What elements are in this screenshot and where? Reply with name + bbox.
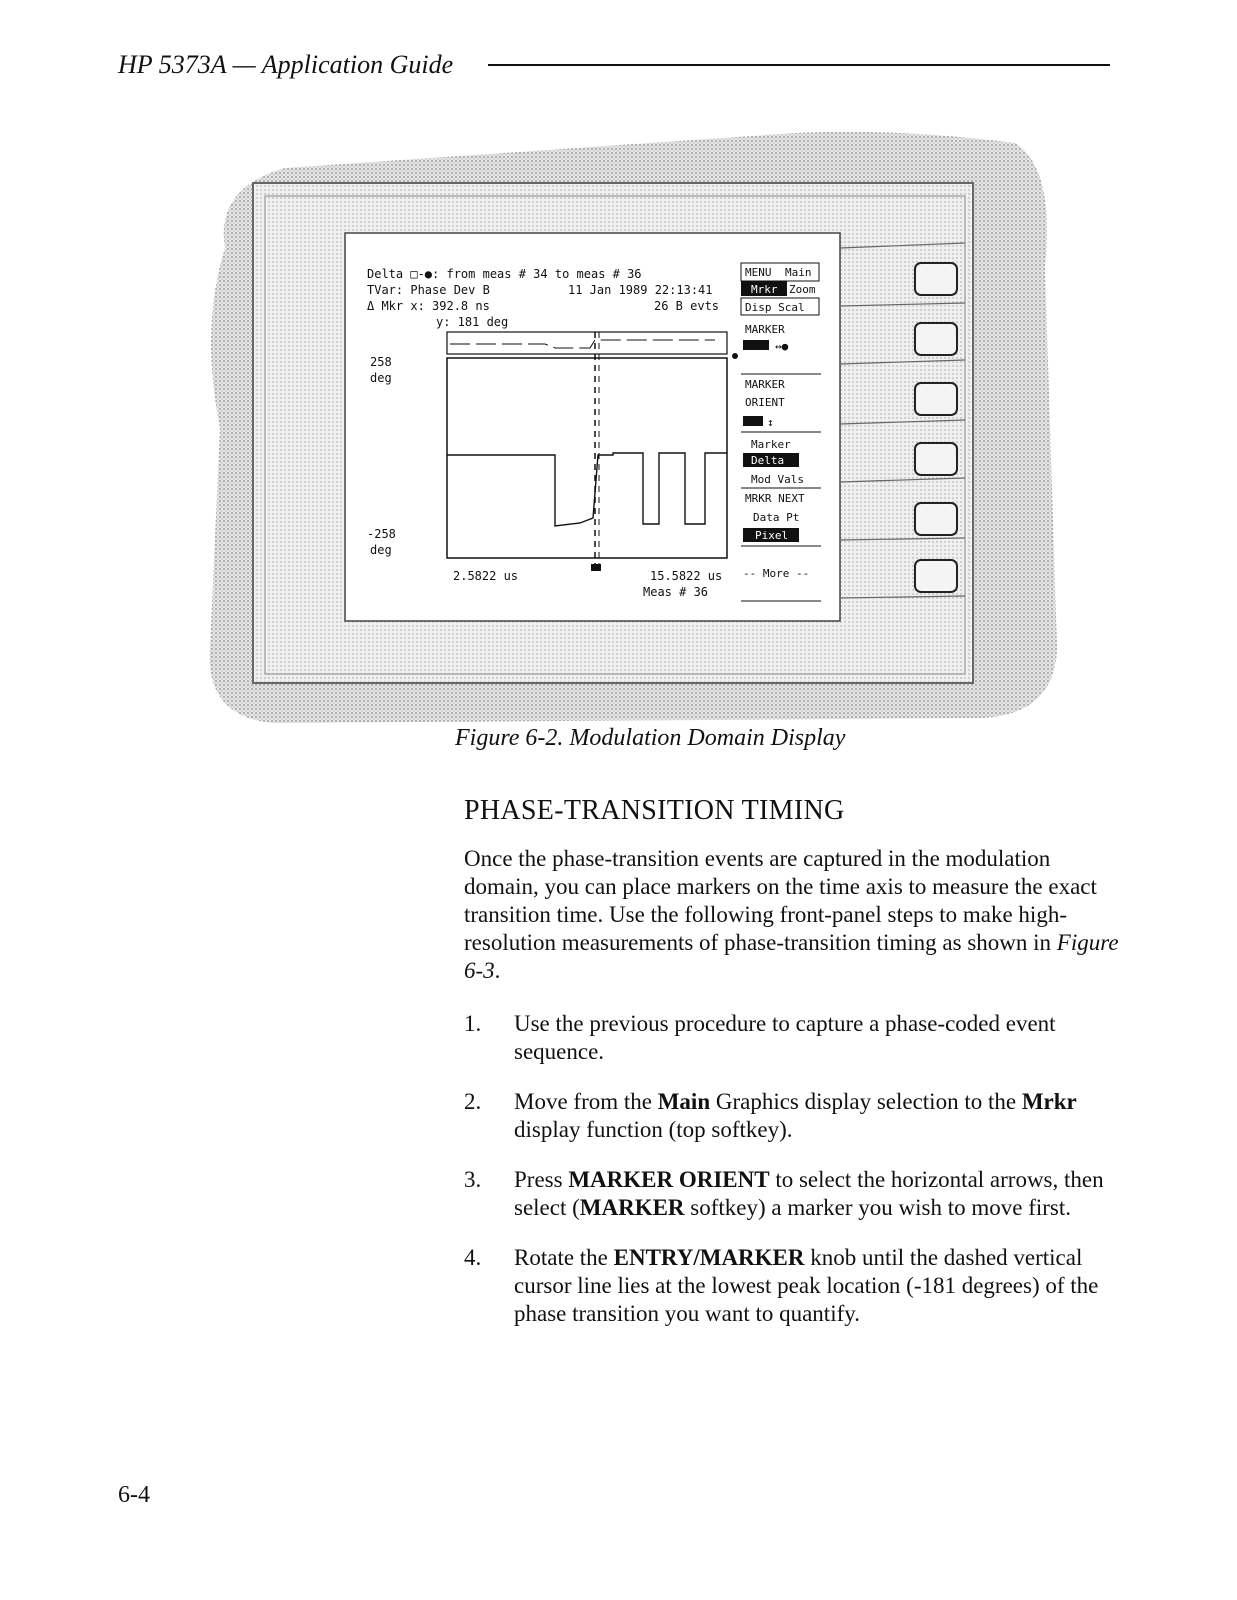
step-text: Use the previous procedure to capture a phase-coded event sequence.: [514, 1011, 1056, 1064]
menu-label: MENU: [745, 266, 772, 279]
step-text-mid: to select the horizontal arrows, then select (: [514, 1167, 1104, 1220]
menu-mod-vals: Mod Vals: [751, 473, 804, 486]
page-header: [118, 50, 1110, 82]
step-bold-entry-marker: ENTRY/MARKER: [613, 1245, 805, 1270]
intro-paragraph: [464, 845, 1124, 985]
step-text-pre: Move from the: [514, 1089, 658, 1114]
menu-disp-scal: Disp Scal: [745, 301, 805, 314]
softkey-1: [915, 263, 957, 295]
step-bold-mrkr: Mrkr: [1021, 1089, 1077, 1114]
menu-orient-arrow: ↕: [767, 416, 774, 429]
y-top-unit: deg: [370, 371, 392, 385]
intro-text: Once the phase-transition events are captured in the modulation domain, you can place markers on the time axis to measure the exact transition time. Use the following front-panel steps to make high-resolution measurements of phase-transition timing as shown in: [464, 846, 1097, 955]
x-left-label: 2.5822 us: [453, 569, 519, 583]
step-text-post: knob until the dashed vertical cursor line lies at the lowest peak location (-181 degrees) of the phase transition you want to quantify.: [514, 1245, 1099, 1326]
softkey-6: [915, 560, 957, 592]
x-right-label: 15.5822 us: [650, 569, 723, 583]
status-line-2a: TVar: Phase Dev B: [367, 283, 490, 297]
menu-more: -- More --: [743, 567, 810, 580]
step-bold-marker: MARKER: [579, 1195, 685, 1220]
step-number: 4.: [464, 1245, 482, 1270]
x-meas-label: Meas # 36: [643, 585, 709, 599]
softkey-3: [915, 383, 957, 415]
softkey-2: [915, 323, 957, 355]
figure-caption: Figure 6-2. Modulation Domain Display: [455, 725, 846, 751]
cursor-marker: [591, 564, 601, 571]
menu-main: Main: [785, 266, 812, 279]
menu-marker-orient-1: MARKER: [745, 378, 785, 391]
menu-marker-arrow: ↔●: [775, 340, 789, 353]
status-line-3b: 26 B evts: [654, 299, 720, 313]
step-text-pre: Rotate the: [514, 1245, 614, 1270]
marker-dot: [732, 353, 738, 359]
step-number: 2.: [464, 1089, 482, 1114]
menu-marker-mode: Marker: [751, 438, 791, 451]
step-text-pre: Press: [514, 1167, 569, 1192]
step-bold-marker-orient: MARKER ORIENT: [568, 1167, 770, 1192]
y-top-value: 258: [370, 355, 392, 369]
status-line-1: Delta □-●: from meas # 34 to meas # 36: [367, 267, 642, 281]
intro-figure-ref: Figure 6-3: [464, 930, 1119, 983]
y-bottom-value: -258: [367, 527, 396, 541]
menu-mrkr-next: MRKR NEXT: [745, 492, 805, 505]
menu-marker: MARKER: [745, 323, 785, 336]
status-line-3a: Δ Mkr x: 392.8 ns: [367, 299, 490, 313]
softkey-4: [915, 443, 957, 475]
menu-delta: Delta: [751, 454, 785, 467]
step-2: [464, 1088, 1124, 1144]
header-rule: [488, 64, 1110, 66]
menu-pixel: Pixel: [755, 529, 789, 542]
step-text-post: display function (top softkey).: [514, 1117, 793, 1142]
step-bold-main: Main: [657, 1089, 711, 1114]
step-number: 3.: [464, 1167, 482, 1192]
menu-marker-orient-2: ORIENT: [745, 396, 785, 409]
procedure-steps: [464, 1010, 1124, 1350]
step-text-mid: Graphics display selection to the: [710, 1089, 1022, 1114]
step-4: [464, 1244, 1124, 1328]
section-heading: PHASE-TRANSITION TIMING: [464, 795, 845, 826]
status-line-2b: 11 Jan 1989 22:13:41: [568, 283, 713, 297]
step-1: [464, 1010, 1124, 1066]
step-text-post: softkey) a marker you wish to move first.: [684, 1195, 1071, 1220]
status-line-4: y: 181 deg: [436, 315, 509, 329]
intro-end: .: [494, 958, 501, 983]
page-number: 6-4: [118, 1482, 150, 1508]
header-title: HP 5373A — Application Guide: [118, 50, 454, 79]
menu-data-pt: Data Pt: [753, 511, 800, 524]
step-number: 1.: [464, 1011, 482, 1036]
softkey-5: [915, 503, 957, 535]
y-bottom-unit: deg: [370, 543, 392, 557]
menu-mrkr: Mrkr: [751, 283, 778, 296]
instrument-display-figure: [195, 128, 1065, 728]
menu-zoom: Zoom: [789, 283, 816, 296]
step-3: [464, 1166, 1124, 1222]
